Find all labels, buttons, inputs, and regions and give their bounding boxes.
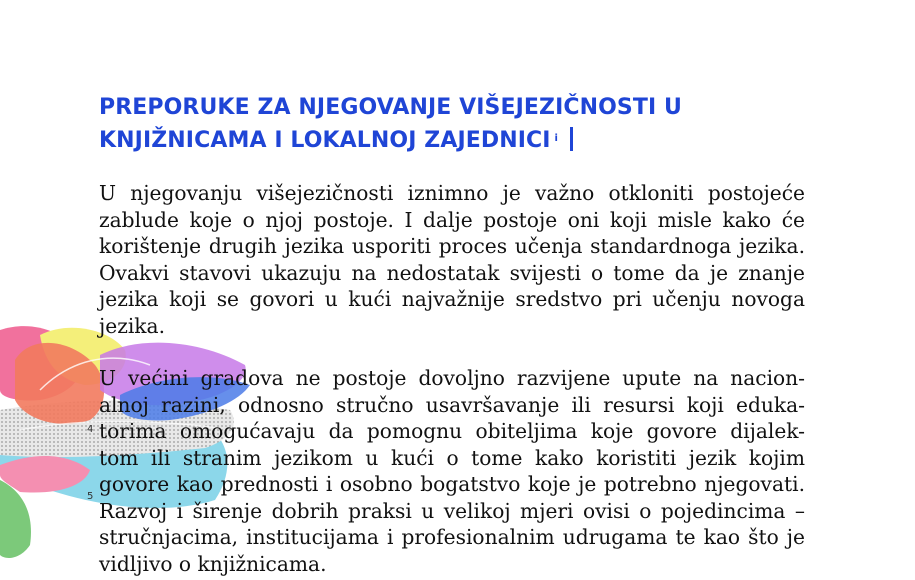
line-marker-5: 5 <box>87 491 94 502</box>
paragraph-line: U njegovanju višejezičnosti iznimno je važno otkloniti postojeće <box>99 181 805 205</box>
paragraph-line: jezika. <box>99 313 165 338</box>
paragraph-line: vidljivo o knjižnicama. <box>99 551 327 576</box>
paragraph-line: jezika koji se govori u kući najvažnije sredstvo pri učenju novoga <box>99 287 805 311</box>
heading-line-2 <box>99 123 799 156</box>
paragraph-line: Razvoj i širenje dobrih praksi u velikoj mjeri ovisi o pojedincima – <box>99 498 805 523</box>
paragraph-line: Ovakvi stavovi ukazuju na nedostatak svijesti o tome da je znanje <box>99 260 805 285</box>
paragraph-1 <box>99 180 805 339</box>
paragraph-2 <box>99 365 805 577</box>
heading-line-2-text: KNJIŽNICAMA I LOKALNOJ ZAJEDNICI <box>99 128 551 153</box>
heading-footnote-marker: i <box>554 133 559 144</box>
paragraph-line: stručnjacima, institucijama i profesionalnim udrugama te kao što je <box>99 525 805 549</box>
paragraph-line: U većini gradova ne postoje dovoljno razvijene upute na nacion- <box>99 366 805 390</box>
paragraph-line: korištenje drugih jezika usporiti proces učenja standardnoga jezika. <box>99 234 805 258</box>
paragraph-line: torima omogućavaju da pomognu obiteljima koje govore dijalek- <box>99 419 805 443</box>
paragraph-line: alnoj razini, odnosno stručno usavršavanje ili resursi koji eduka- <box>99 392 805 417</box>
heading-line-1: PREPORUKE ZA NJEGOVANJE VIŠEJEZIČNOSTI U <box>99 95 682 120</box>
page-heading <box>99 92 799 156</box>
paragraph-line: govore kao prednosti i osobno bogatstvo koje je potrebno njegovati. <box>99 472 805 496</box>
line-marker-4: 4 <box>87 424 94 435</box>
heading-bar-divider <box>570 127 573 151</box>
paragraph-line: zablude koje o njoj postoje. I dalje postoje oni koji misle kako će <box>99 207 805 232</box>
paragraph-line: tom ili stranim jezikom u kući o tome kako koristiti jezik kojim <box>99 445 805 470</box>
